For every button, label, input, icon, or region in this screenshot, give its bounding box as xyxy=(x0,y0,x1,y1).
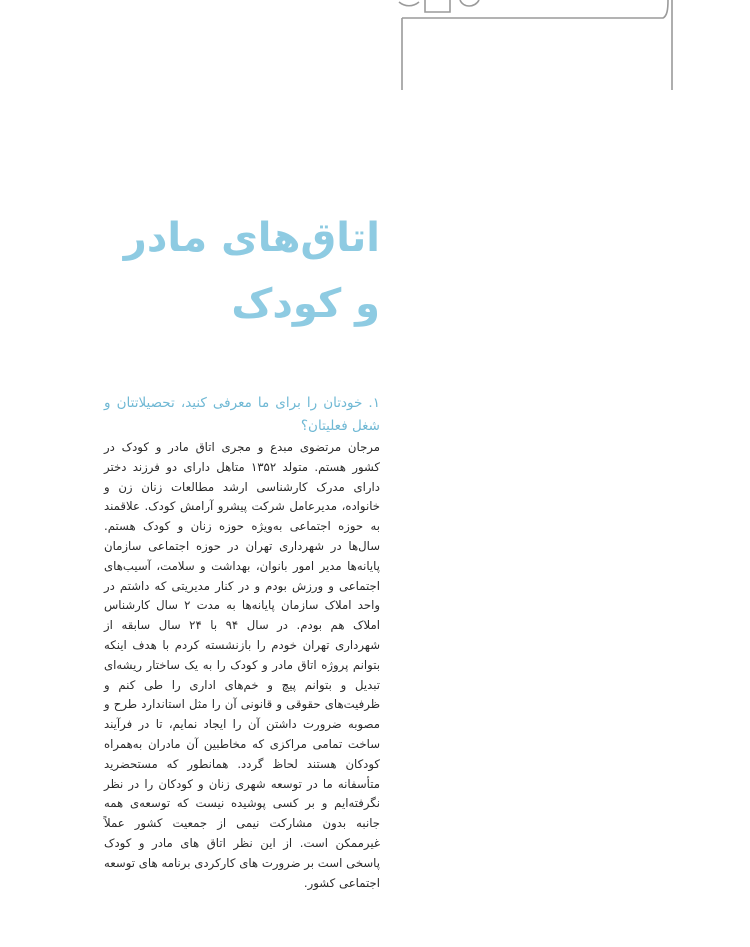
interview-question: ۱. خودتان را برای ما معرفی کنید، تحصیلاتتان و شغل فعلیتان؟ xyxy=(104,395,380,434)
calligraphy-graphic xyxy=(395,0,680,95)
interview-answer: مرجان مرتضوی مبدع و مجری اتاق مادر و کودک در کشور هستم. متولد ۱۳۵۲ متاهل دارای دو فرزند دختر دارای مدرک کارشناسی ارشد مطالعات زنان زن و خانواده، مدیرعامل شرکت پیشرو آرامش کودک. علاقمند به حوزه اجتماعی به‌ویژه حوزه زنان و کودک هستم. سال‌ها در شهرداری تهران در حوزه اجتماعی سازمان پایانه‌ها مدیر امور بانوان، بهداشت و سلامت، آسیب‌های اجتماعی و ورزش بودم و در کنار مدیریتی که داشتم در واحد املاک سازمان پایانه‌ها به مدت ۲ سال کارشناس املاک هم بودم. در سال ۹۴ با ۲۴ سال سابقه از شهرداری تهران خودم را بازنشسته کردم با هدف اینکه بتوانم پروژه اتاق مادر و کودک را به یک ساختار ریشه‌ای تبدیل و بتوانم پیچ و خم‌های اداری را طی کنم و ظرفیت‌های حقوقی و قانونی آن را مثل استاندارد طرح و مصوبه ضرورت داشتن آن را ایجاد نمایم، تا در فرآیند ساخت تمامی مراکزی که مخاطبین آن مادران به‌همراه کودکان هستند لحاظ گردد. همانطور که مستحضرید متأسفانه ما در توسعه شهری زنان و کودکان را در نظر نگرفته‌ایم و بر کسی پوشیده نیست که توسعه‌ی همه جانبه بدون مشارکت نیمی از جمعیت کشور عملاً غیرممکن است. از این نظر اتاق های مادر و کودک پاسخی است بر ضرورت های کارکردی برنامه های توسعه اجتماعی کشور. xyxy=(104,440,380,890)
header-decoration xyxy=(395,0,680,95)
page-title: اتاق‌های مادر و کودک xyxy=(123,215,380,327)
